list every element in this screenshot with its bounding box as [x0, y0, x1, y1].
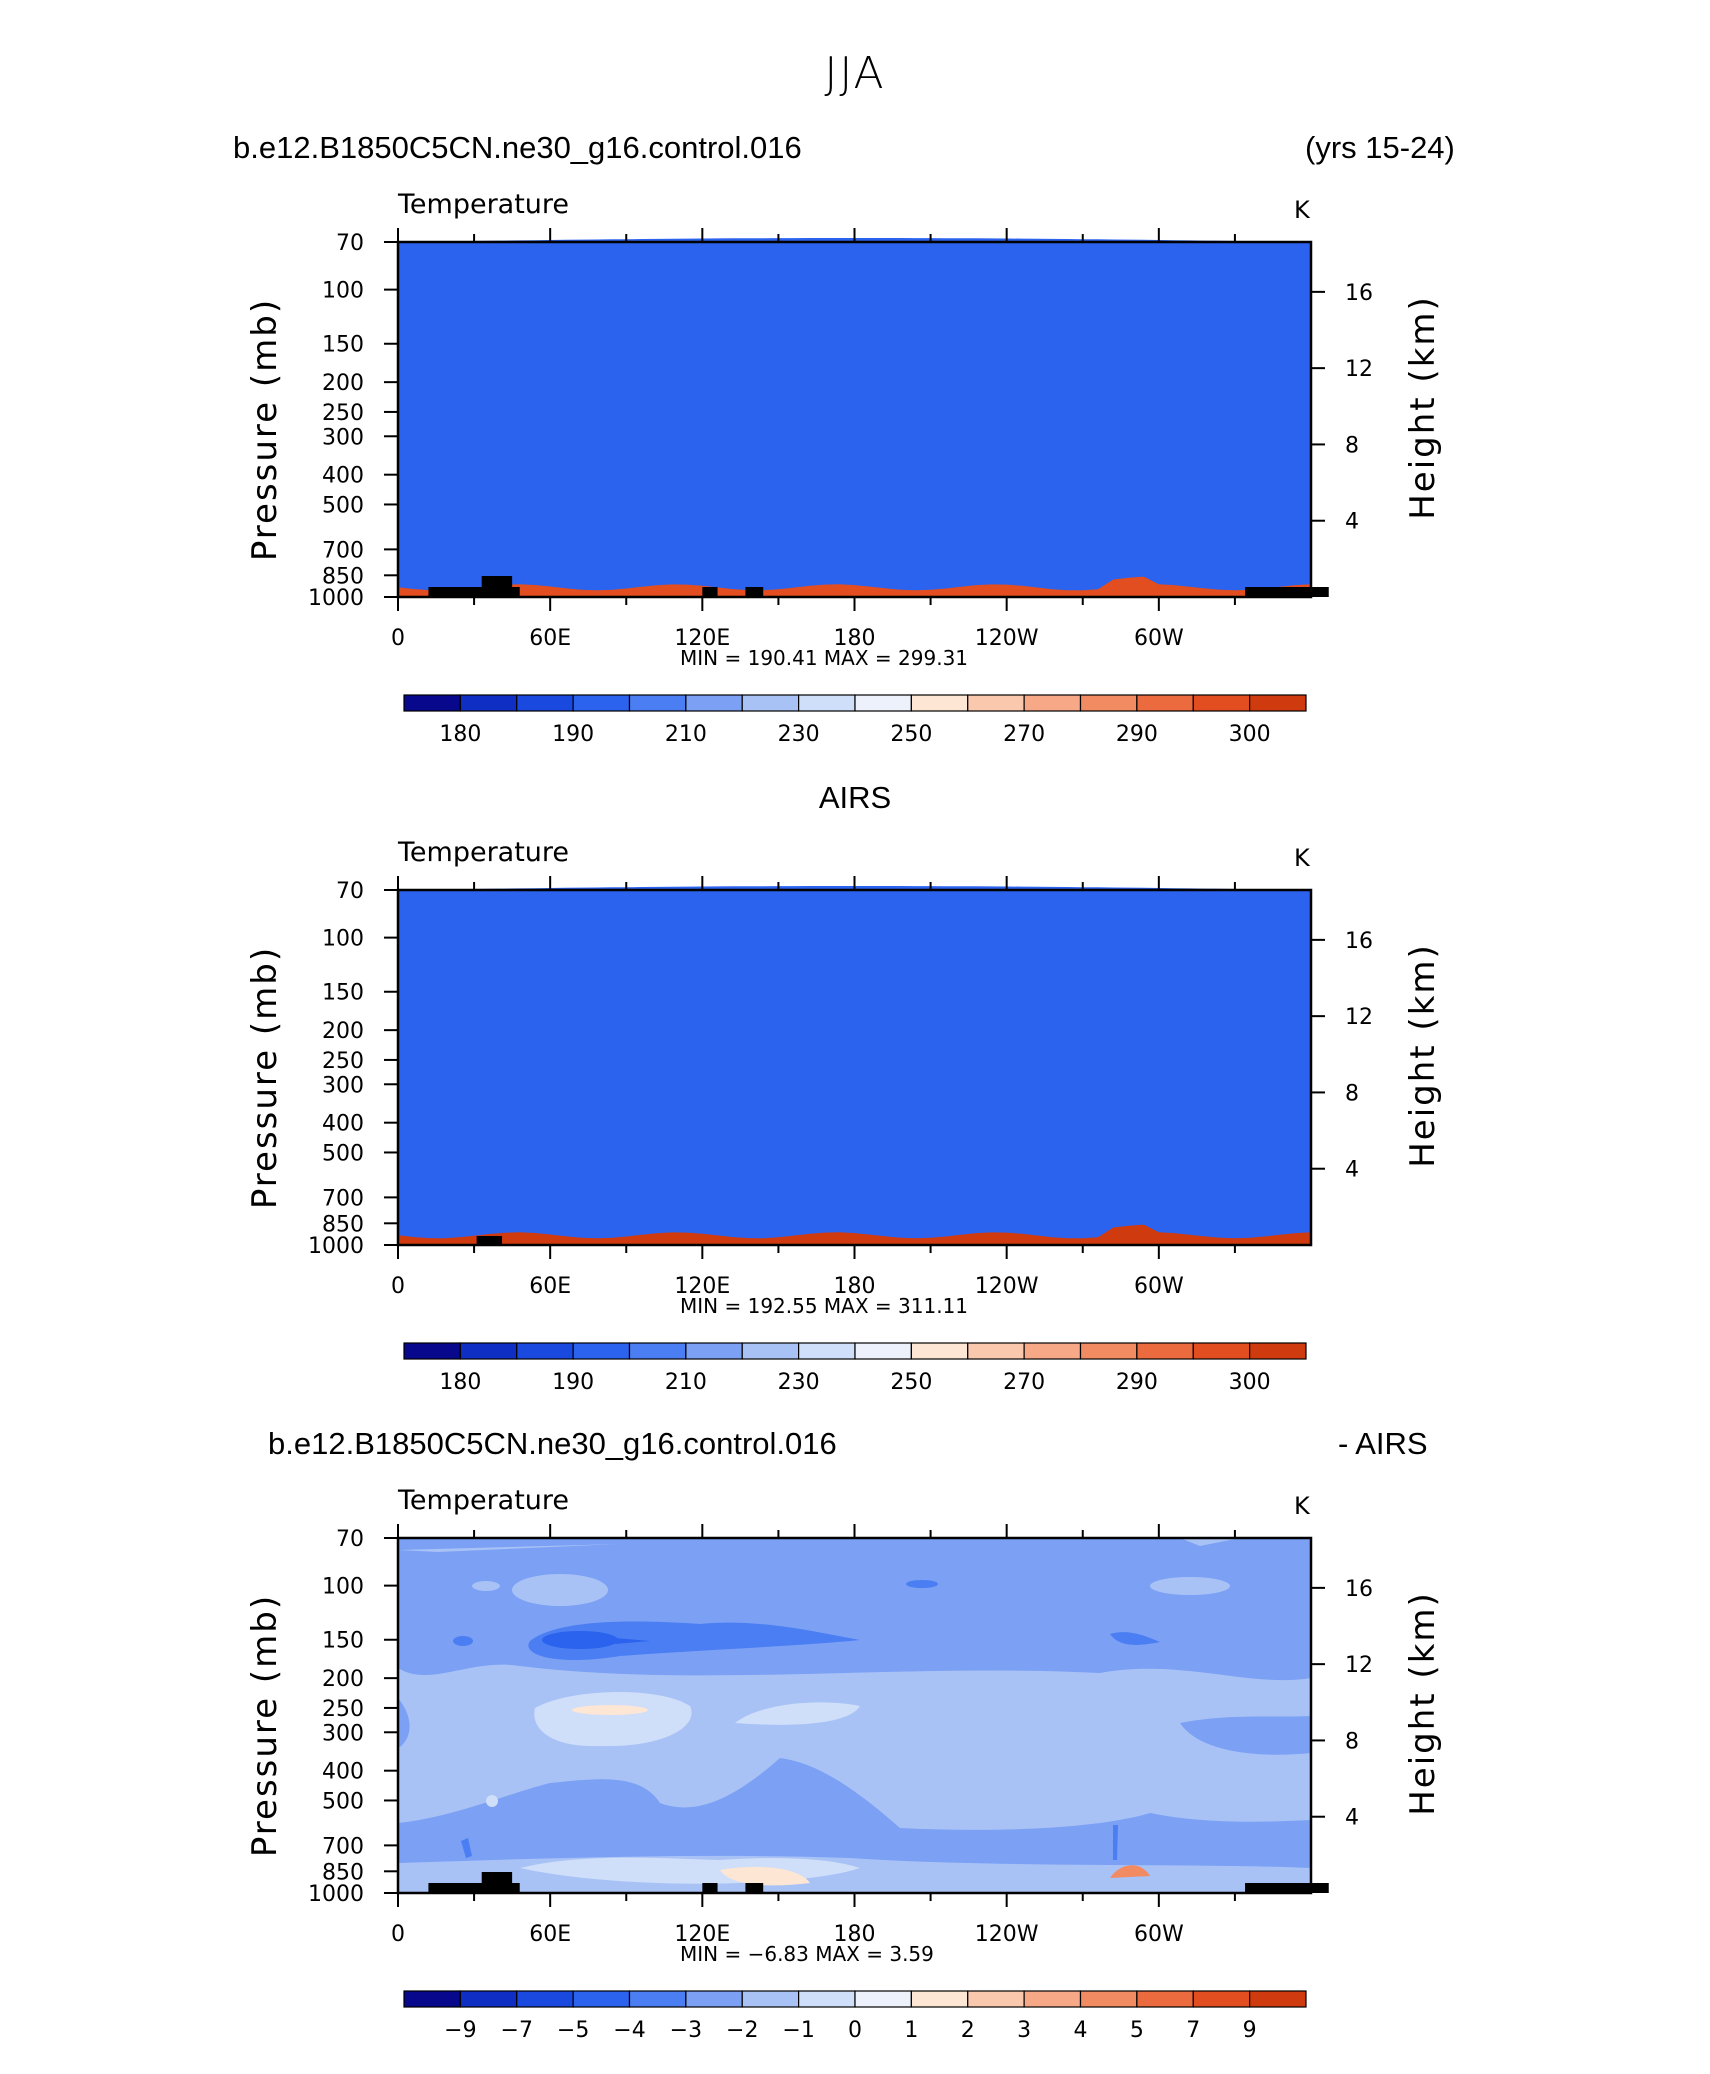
contour-patch [472, 1581, 500, 1591]
contour-band [398, 238, 1311, 597]
y-tick-label: 300 [322, 1721, 364, 1747]
colorbar-3 [404, 1991, 1306, 2043]
x-tick-label: 0 [391, 626, 405, 651]
colorbar-label: 210 [664, 722, 707, 747]
colorbar-label: 210 [664, 1370, 707, 1395]
y-tick-label: 150 [322, 332, 364, 358]
x-tick-label: 60W [1133, 1274, 1184, 1299]
colorbar-label: −3 [669, 2018, 703, 2043]
y-axis-right-label: Height (km) [1403, 943, 1443, 1168]
colorbar-swatch [1193, 695, 1249, 711]
colorbar-label: 230 [777, 722, 820, 747]
colorbar-swatch [630, 1991, 686, 2007]
colorbar-1 [404, 695, 1306, 747]
y-tick-label: 100 [322, 278, 364, 304]
x-tick-label: 120E [674, 1922, 731, 1947]
y-tick-label: 700 [322, 1834, 364, 1860]
figure-title: JJA [824, 48, 886, 99]
colorbar-label: 270 [1003, 722, 1046, 747]
y-tick-label: 300 [322, 1073, 364, 1099]
x-tick-label: 120E [674, 1274, 731, 1299]
x-tick-label: 60W [1133, 1922, 1184, 1947]
colorbar-swatch [1250, 695, 1306, 711]
y-tick-label: 500 [322, 1141, 364, 1167]
x-tick-label: 0 [391, 1274, 405, 1299]
y-axis-right-label: Height (km) [1403, 1591, 1443, 1816]
colorbar-label: −4 [613, 2018, 646, 2043]
colorbar-label: 3 [1017, 2018, 1032, 2043]
y-tick-label: 100 [322, 926, 364, 952]
colorbar-swatch [517, 1343, 573, 1359]
colorbar-swatch [517, 695, 573, 711]
y-axis-label: Pressure (mb) [245, 1593, 285, 1858]
colorbar-swatch [686, 1991, 742, 2007]
colorbar-label: 190 [552, 722, 595, 747]
colorbar-label: 190 [552, 1370, 595, 1395]
colorbar-swatch [517, 1991, 573, 2007]
y-tick-label: 250 [322, 1048, 364, 1074]
colorbar-swatch [968, 1343, 1024, 1359]
colorbar-label: 250 [890, 1370, 933, 1395]
y-tick-label: 250 [322, 1696, 364, 1722]
y-tick-label: 200 [322, 1019, 364, 1045]
colorbar-swatch [855, 1991, 911, 2007]
y-tick-label: 700 [322, 538, 364, 564]
colorbar-swatch [630, 1343, 686, 1359]
colorbar-label: −1 [782, 2018, 815, 2043]
colorbar-swatch [460, 695, 516, 711]
x-tick-label: 180 [833, 1274, 876, 1299]
x-tick-label: 120W [974, 1922, 1039, 1947]
x-tick-label: 120W [974, 1274, 1039, 1299]
contour-core-minus4 [542, 1631, 618, 1649]
topography-mask [477, 1236, 502, 1245]
y-tick-label: 1000 [308, 586, 364, 611]
panel-variable-title: Temperature [398, 837, 570, 868]
colorbar-label: 2 [960, 2018, 975, 2043]
y-tick-label: 200 [322, 371, 364, 397]
colorbar-swatch [404, 1343, 460, 1359]
colorbar-swatch [1250, 1991, 1306, 2007]
panel-2-contours [398, 886, 1311, 1245]
y-tick-label: 70 [336, 879, 364, 904]
colorbar-swatch [460, 1991, 516, 2007]
colorbar-swatch [1081, 1991, 1137, 2007]
x-tick-label: 60E [529, 1922, 572, 1947]
topography-mask [745, 1883, 763, 1893]
panel1-case-name: b.e12.B1850C5CN.ne30_g16.control.016 [233, 130, 802, 165]
x-tick-label: 60E [529, 626, 572, 651]
colorbar-swatch [1137, 1343, 1193, 1359]
panel-units: K [1294, 1492, 1310, 1520]
x-tick-label: 0 [391, 1922, 405, 1947]
topography-mask [702, 1883, 717, 1893]
colorbar-label: −5 [556, 2018, 590, 2043]
y-right-tick-label: 12 [1345, 1005, 1373, 1031]
y-tick-label: 1000 [308, 1234, 364, 1259]
colorbar-label: 270 [1003, 1370, 1046, 1395]
y-tick-label: 70 [336, 1527, 364, 1552]
y-tick-label: 300 [322, 425, 364, 451]
y-tick-label: 200 [322, 1667, 364, 1693]
y-tick-label: 400 [322, 1759, 364, 1785]
topography-mask [482, 1872, 512, 1893]
colorbar-swatch [799, 695, 855, 711]
x-tick-label: 180 [833, 1922, 876, 1947]
y-right-tick-label: 12 [1345, 357, 1373, 383]
colorbar-swatch [911, 695, 967, 711]
y-axis-right-label: Height (km) [1403, 295, 1443, 520]
topography-mask [1245, 587, 1329, 597]
contour-patch-positive [572, 1705, 648, 1715]
colorbar-swatch [686, 695, 742, 711]
colorbar-swatch [460, 1343, 516, 1359]
contour-band-minus2-upper [398, 1538, 1311, 1680]
y-right-tick-label: 8 [1345, 433, 1359, 459]
colorbar-label: 9 [1242, 2018, 1257, 2043]
x-tick-label: 60E [529, 1274, 572, 1299]
panel3-minus-airs: - AIRS [1338, 1426, 1428, 1461]
colorbar-swatch [799, 1343, 855, 1359]
colorbar-label: −7 [500, 2018, 533, 2043]
colorbar-swatch [742, 695, 798, 711]
y-tick-label: 700 [322, 1186, 364, 1212]
colorbar-label: 5 [1129, 2018, 1144, 2043]
min-max-label: MIN = −6.83 MAX = 3.59 [680, 1942, 934, 1966]
colorbar-label: 7 [1186, 2018, 1201, 2043]
contour-band [398, 886, 1311, 1245]
y-axis-label: Pressure (mb) [245, 297, 285, 562]
panel3-case-name: b.e12.B1850C5CN.ne30_g16.control.016 [268, 1426, 837, 1461]
colorbar-swatch [573, 1343, 629, 1359]
panel-variable-title: Temperature [398, 1485, 570, 1516]
panel2-source: AIRS [818, 780, 892, 815]
y-tick-label: 850 [322, 1212, 364, 1238]
topography-mask [745, 587, 763, 597]
topography-mask [1245, 1883, 1329, 1893]
colorbar-label: 4 [1073, 2018, 1088, 2043]
panel-units: K [1294, 196, 1310, 224]
colorbar-swatch [911, 1991, 967, 2007]
contour-patch [486, 1795, 498, 1807]
y-right-tick-label: 16 [1345, 928, 1373, 954]
y-tick-label: 500 [322, 493, 364, 519]
colorbar-label: 1 [904, 2018, 919, 2043]
y-tick-label: 500 [322, 1789, 364, 1815]
min-max-label: MIN = 190.41 MAX = 299.31 [680, 646, 969, 670]
colorbar-swatch [1024, 1343, 1080, 1359]
topography-mask [702, 587, 717, 597]
y-right-tick-label: 4 [1345, 1805, 1359, 1831]
colorbar-label: 300 [1228, 722, 1271, 747]
colorbar-swatch [799, 1991, 855, 2007]
colorbar-label: −2 [726, 2018, 759, 2043]
contour-patch [453, 1636, 473, 1646]
y-tick-label: 400 [322, 463, 364, 489]
y-tick-label: 850 [322, 564, 364, 590]
colorbar-swatch [1193, 1343, 1249, 1359]
colorbar-swatch [1193, 1991, 1249, 2007]
panel1-years: (yrs 15-24) [1305, 130, 1455, 165]
y-right-tick-label: 8 [1345, 1081, 1359, 1107]
colorbar-swatch [968, 1991, 1024, 2007]
colorbar-swatch [1081, 695, 1137, 711]
colorbar-label: 180 [439, 722, 482, 747]
min-max-label: MIN = 192.55 MAX = 311.11 [680, 1294, 969, 1318]
colorbar-swatch [1250, 1343, 1306, 1359]
y-tick-label: 150 [322, 1628, 364, 1654]
colorbar-label: 230 [777, 1370, 820, 1395]
y-tick-label: 150 [322, 980, 364, 1006]
y-tick-label: 100 [322, 1574, 364, 1600]
y-tick-label: 850 [322, 1860, 364, 1886]
colorbar-label: −9 [444, 2018, 477, 2043]
colorbar-swatch [573, 695, 629, 711]
x-tick-label: 180 [833, 626, 876, 651]
colorbar-label: 290 [1115, 722, 1158, 747]
x-tick-label: 60W [1133, 626, 1184, 651]
colorbar-label: 180 [439, 1370, 482, 1395]
panel-units: K [1294, 844, 1310, 872]
panel-1-contours [398, 238, 1329, 597]
y-tick-label: 70 [336, 231, 364, 256]
y-right-tick-label: 16 [1345, 1576, 1373, 1602]
colorbar-label: 300 [1228, 1370, 1271, 1395]
colorbar-label: 250 [890, 722, 933, 747]
colorbar-swatch [1024, 1991, 1080, 2007]
y-tick-label: 400 [322, 1111, 364, 1137]
colorbar-swatch [630, 695, 686, 711]
x-tick-label: 120E [674, 626, 731, 651]
colorbar-label: 0 [848, 2018, 862, 2043]
y-right-tick-label: 12 [1345, 1653, 1373, 1679]
x-tick-label: 120W [974, 626, 1039, 651]
colorbar-swatch [968, 695, 1024, 711]
colorbar-swatch [742, 1343, 798, 1359]
colorbar-swatch [404, 1991, 460, 2007]
y-axis-label: Pressure (mb) [245, 945, 285, 1210]
diff-contours [398, 1538, 1329, 1893]
panel-variable-title: Temperature [398, 189, 570, 220]
colorbar-swatch [855, 695, 911, 711]
y-right-tick-label: 4 [1345, 509, 1359, 535]
colorbar-swatch [1137, 1991, 1193, 2007]
colorbar-swatch [911, 1343, 967, 1359]
colorbar-swatch [1137, 695, 1193, 711]
colorbar-label: 290 [1115, 1370, 1158, 1395]
topography-mask [482, 576, 512, 597]
contour-patch [1150, 1577, 1230, 1595]
y-right-tick-label: 8 [1345, 1729, 1359, 1755]
colorbar-swatch [742, 1991, 798, 2007]
y-right-tick-label: 4 [1345, 1157, 1359, 1183]
colorbar-2 [404, 1343, 1306, 1395]
colorbar-swatch [404, 695, 460, 711]
y-tick-label: 1000 [308, 1882, 364, 1907]
colorbar-swatch [686, 1343, 742, 1359]
y-right-tick-label: 16 [1345, 280, 1373, 306]
y-tick-label: 250 [322, 400, 364, 426]
colorbar-swatch [855, 1343, 911, 1359]
colorbar-swatch [1081, 1343, 1137, 1359]
contour-patch [512, 1574, 608, 1606]
contour-patch [906, 1580, 938, 1588]
colorbar-swatch [1024, 695, 1080, 711]
colorbar-swatch [573, 1991, 629, 2007]
